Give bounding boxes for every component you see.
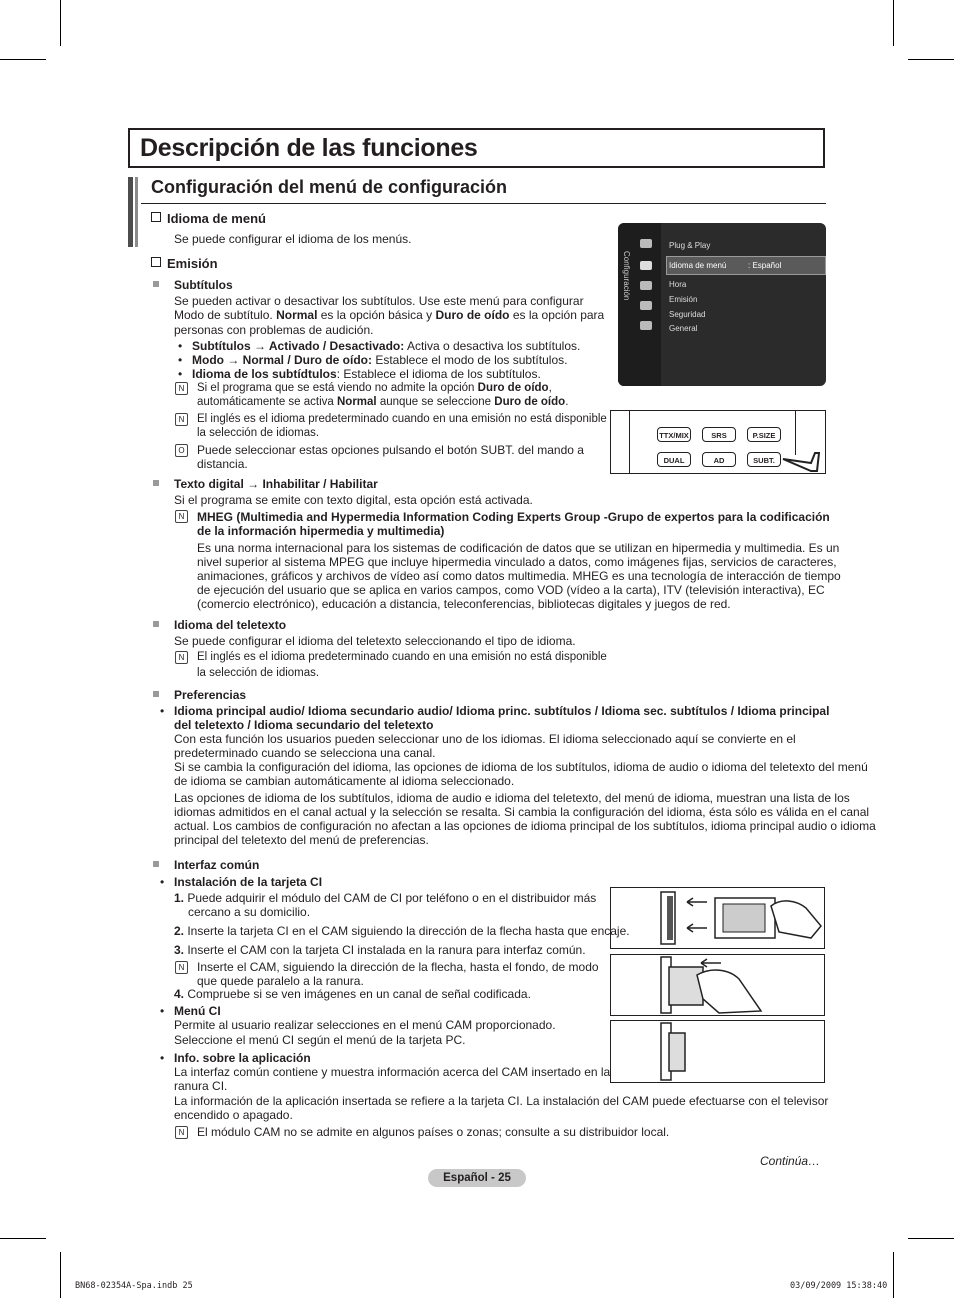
ci-insert-illustration	[611, 955, 824, 1015]
subtitulos-note-3: Puede seleccionar estas opciones pulsando el botón SUBT. del mando a	[197, 443, 584, 457]
info-line-1: La interfaz común contiene y muestra información acerca del CAM insertado en la	[174, 1065, 611, 1079]
subt-button[interactable]: SUBT.	[747, 452, 781, 467]
subtitulos-bullet-3: Idioma de los subtídtulos: Establece el idioma de los subtítulos.	[192, 367, 541, 381]
interfaz-heading: Interfaz común	[174, 858, 260, 872]
mheg-para-1: Es una norma internacional para los sistemas de codificación de datos que se utilizan en hipermedia y multimedia. Es un	[197, 541, 840, 555]
info-line-4: encendido o apagado.	[174, 1108, 293, 1122]
subtitulos-desc-1: Se pueden activar o desactivar los subtítulos. Use este menú para configurar	[174, 294, 584, 308]
page-title-box	[128, 128, 825, 168]
preferencias-bold-1: Idioma principal audio/ Idioma secundario audio/ Idioma princ. subtítulos / Idioma sec. subtítulos / Idioma principal	[174, 704, 830, 718]
install-step-1b: cercano a su domicilio.	[188, 905, 311, 919]
info-line-2: ranura CI.	[174, 1079, 228, 1093]
section-rule	[141, 203, 826, 204]
preferencias-line-7: actual. Los cambios de configuración no afectan a las opciones de idioma principal de los subtítulos, idioma principal audio o idioma	[174, 819, 876, 833]
subtitulos-note-3b: distancia.	[197, 457, 248, 471]
crop-mark	[60, 0, 61, 46]
continua-label: Continúa…	[760, 1154, 821, 1168]
subtitulos-bullet-2: Modo → Normal / Duro de oído: Establece el modo de los subtítulos.	[192, 353, 568, 367]
preferencias-line-1: Con esta función los usuarios pueden seleccionar uno de los idiomas. El idioma seleccionado aquí se convierte en el	[174, 732, 796, 746]
crop-mark	[908, 59, 954, 60]
preferencias-line-3: Si se cambia la configuración del idioma, las opciones de idioma de los subtítulos, idioma de audio o idioma del teletexto del menú	[174, 760, 868, 774]
preferencias-line-4: de idioma se cambian automáticamente al idioma seleccionado.	[174, 774, 515, 788]
mheg-para-3: animaciones, gráficos y archivos de vídeo así como datos multimedia. MHEG es una tecnología de interacción de tiempo	[197, 569, 841, 583]
menu-item-hora[interactable]: Hora	[669, 280, 687, 289]
bullet-icon: •	[160, 875, 165, 889]
texto-digital-desc: Si el programa se emite con texto digital, esta opción está activada.	[174, 493, 533, 507]
crop-mark	[908, 1238, 954, 1239]
install-step-4: 4. Compruebe si se ven imágenes en un canal de señal codificada.	[174, 987, 531, 1001]
crop-mark	[60, 1252, 61, 1298]
subtitulos-desc-3: personas con problemas de audición.	[174, 323, 374, 337]
bullet-icon: •	[178, 367, 183, 381]
subtitulos-note-1: Si el programa que se está viendo no admite la opción Duro de oído,	[197, 382, 552, 394]
bullet-icon: •	[178, 353, 183, 367]
sound-icon	[640, 281, 652, 290]
menu-item-idioma-value: : Español	[748, 261, 782, 270]
section-bar	[128, 177, 133, 247]
subtitulos-desc-2: Modo de subtítulo. Normal es la opción básica y Duro de oído es la opción para	[174, 308, 605, 322]
input-icon	[640, 321, 652, 330]
menu-ci-line-2: Seleccione el menú CI según el menú de la tarjeta PC.	[174, 1033, 466, 1047]
menu-ci-heading: Menú CI	[174, 1004, 221, 1018]
square-bullet-icon	[153, 691, 159, 697]
menu-item-seguridad[interactable]: Seguridad	[669, 310, 706, 319]
install-note-a: Inserte el CAM, siguiendo la dirección de la flecha, hasta el fondo, de modo	[197, 960, 599, 974]
note-icon: N	[175, 961, 188, 974]
menu-item-idioma[interactable]: Idioma de menú	[669, 261, 727, 270]
crop-mark	[893, 1252, 894, 1298]
checkbox-icon	[151, 257, 161, 267]
note-icon: N	[175, 510, 188, 523]
section-bar	[135, 177, 138, 247]
srs-button[interactable]: SRS	[702, 427, 736, 442]
teletexto-heading: Idioma del teletexto	[174, 618, 287, 632]
menu-item-general[interactable]: General	[669, 324, 698, 333]
bullet-icon: •	[178, 339, 183, 353]
install-heading: Instalación de la tarjeta CI	[174, 875, 323, 889]
setup-icon	[640, 261, 652, 270]
preferencias-bold-2: del teletexto / Idioma secundario del teletexto	[174, 718, 434, 732]
subtitulos-heading: Subtítulos	[174, 278, 233, 292]
preferencias-heading: Preferencias	[174, 688, 247, 702]
preferencias-line-2: predeterminado cuando se selecciona una canal.	[174, 746, 436, 760]
bullet-icon: •	[160, 1004, 165, 1018]
footer-file-label: BN68-02354A-Spa.indb 25	[75, 1281, 193, 1291]
teletexto-note-b: la selección de idiomas.	[197, 667, 320, 679]
info-heading: Info. sobre la aplicación	[174, 1051, 311, 1065]
psize-button[interactable]: P.SIZE	[747, 427, 781, 442]
checkbox-icon	[151, 212, 161, 222]
preferencias-line-6: idiomas admitidos en el canal actual y la selección se resalta. Si cambia la configuración del idioma, ésta sólo es válida en el canal	[174, 805, 870, 819]
install-note-b: que quede paralelo a la ranura.	[197, 974, 364, 988]
install-step-3: 3. Inserte el CAM con la tarjeta CI instalada en la ranura para interfaz común.	[174, 943, 586, 957]
dual-button[interactable]: DUAL	[657, 452, 691, 467]
ci-figure-1	[610, 887, 825, 949]
mheg-para-5: (comercio electrónico), educación a distancia, teleconferencias, bibliotecas digitales y juegos de red.	[197, 597, 731, 611]
square-bullet-icon	[153, 480, 159, 486]
page-title: Descripción de las funciones	[140, 134, 478, 162]
mheg-heading-1: MHEG (Multimedia and Hypermedia Information Coding Experts Group -Grupo de expertos para la codificación	[197, 510, 830, 524]
ci-installed-illustration	[611, 1021, 824, 1082]
pointer-hand-icon	[781, 451, 821, 473]
menu-ci-line-1: Permite al usuario realizar selecciones en el menú CAM proporcionado.	[174, 1018, 556, 1032]
info-note: El módulo CAM no se admite en algunos países o zonas; consulte a su distribuidor local.	[197, 1125, 670, 1139]
ci-figure-3	[610, 1020, 825, 1083]
emision-heading: Emisión	[151, 257, 218, 271]
mheg-heading-2: de la información hipermedia y multimedia)	[197, 524, 445, 538]
menu-item-emision[interactable]: Emisión	[669, 295, 698, 304]
subtitulos-note-2b: la selección de idiomas.	[197, 427, 320, 439]
crop-mark	[0, 59, 46, 60]
footer-timestamp: 03/09/2009 15:38:40	[790, 1281, 888, 1291]
subtitulos-note-2: El inglés es el idioma predeterminado cuando en una emisión no está disponible	[197, 413, 607, 425]
install-step-1: 1. Puede adquirir el módulo del CAM de CI por teléfono o en el distribuidor más	[174, 891, 597, 905]
preferencias-line-8: principal del teletexto del menú de preferencias.	[174, 833, 429, 847]
crop-mark	[893, 0, 894, 46]
mheg-para-2: nivel superior al sistema MPEG que incluye hipermedia vinculado a datos, como imágenes fijas, servicios de caracteres,	[197, 555, 837, 569]
section-title: Configuración del menú de configuración	[151, 177, 508, 197]
note-icon: N	[175, 382, 188, 395]
subtitulos-note-1b: automáticamente se activa Normal aunque se seleccione Duro de oído.	[197, 396, 569, 408]
idioma-menu-desc: Se puede configurar el idioma de los menús.	[174, 232, 412, 246]
menu-screen	[618, 223, 826, 386]
mheg-para-4: de ejecución del usuario que se aplica en varios campos, como VOD (vídeo a la carta), ITV (televisión interactiva), EC	[197, 583, 825, 597]
note-icon: N	[175, 413, 188, 426]
remote-note-icon: O	[175, 444, 188, 457]
bullet-icon: •	[160, 704, 165, 718]
subtitulos-bullet-1: Subtítulos → Activado / Desactivado: Activa o desactiva los subtítulos.	[192, 339, 581, 353]
note-icon: N	[175, 651, 188, 664]
note-icon: N	[175, 1126, 188, 1139]
square-bullet-icon	[153, 281, 159, 287]
picture-icon	[640, 239, 652, 248]
page-number-badge: Español - 25	[428, 1169, 526, 1187]
ttx-mix-button[interactable]: TTX/MIX	[657, 427, 691, 442]
texto-digital-heading: Texto digital → Inhabilitar / Habilitar	[174, 477, 378, 491]
remote-figure	[610, 410, 826, 474]
ad-button[interactable]: AD	[702, 452, 736, 467]
install-step-2: 2. Inserte la tarjeta CI en el CAM siguiendo la dirección de la flecha hasta que encaje.	[174, 924, 630, 938]
square-bullet-icon	[153, 621, 159, 627]
teletexto-desc: Se puede configurar el idioma del teletexto seleccionando el tipo de idioma.	[174, 634, 576, 648]
crop-mark	[0, 1238, 46, 1239]
preferencias-line-5: Las opciones de idioma de los subtítulos, idioma de audio e idioma del teletexto, del menú de idioma, muestran una lista de los	[174, 791, 850, 805]
menu-item-plug-play[interactable]: Plug & Play	[669, 241, 711, 250]
info-line-3: La información de la aplicación insertada se refiere a la tarjeta CI. La instalación del CAM puede efectuarse con el televisor	[174, 1094, 829, 1108]
ci-figure-2	[610, 954, 825, 1016]
idioma-menu-heading: Idioma de menú	[151, 212, 266, 226]
bullet-icon: •	[160, 1051, 165, 1065]
channel-icon	[640, 301, 652, 310]
teletexto-note: El inglés es el idioma predeterminado cuando en una emisión no está disponible	[197, 651, 607, 663]
square-bullet-icon	[153, 861, 159, 867]
ci-card-illustration	[611, 888, 824, 948]
menu-side-label: Configuración	[622, 251, 631, 301]
